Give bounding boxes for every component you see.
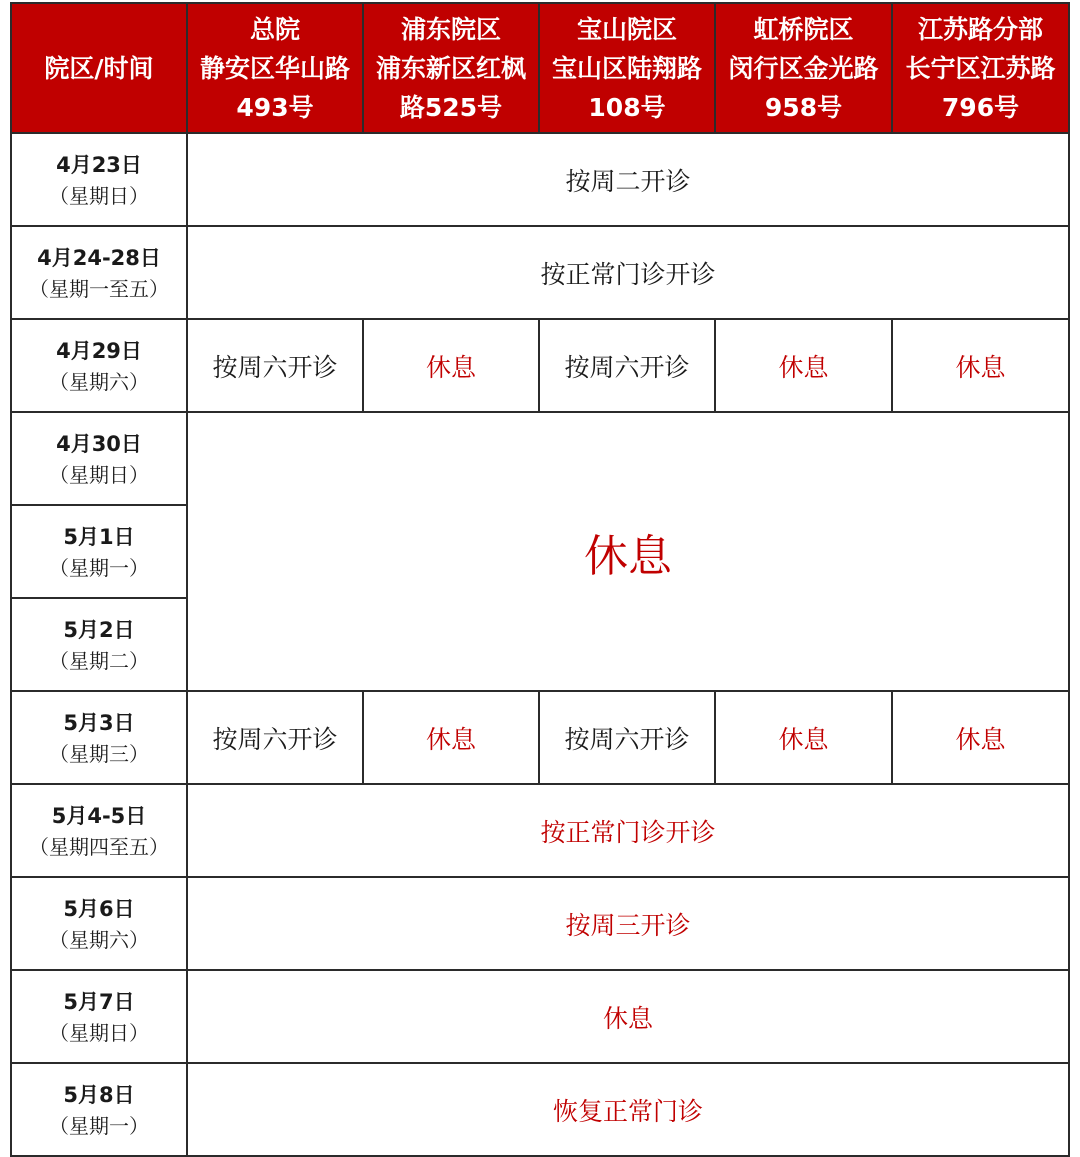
schedule-cell: 恢复正常门诊 <box>187 1063 1069 1156</box>
campus-header-hongqiao <box>715 3 892 133</box>
table-row <box>11 691 1069 784</box>
weekday-label: （星期六） <box>49 369 149 394</box>
weekday-label: （星期一至五） <box>29 276 169 301</box>
campus-name: 浦东院区 <box>400 14 501 44</box>
weekday-label: （星期六） <box>49 927 149 952</box>
schedule-cell: 按周六开诊 <box>187 319 363 412</box>
weekday-label: （星期二） <box>49 648 149 673</box>
campus-address: 108号 <box>588 92 666 122</box>
campus-address: 浦东新区红枫 <box>375 53 526 83</box>
schedule-cell-closed: 休息 <box>715 691 892 784</box>
schedule-cell-closed: 休息 <box>892 319 1069 412</box>
campus-name: 总院 <box>249 14 300 44</box>
schedule-cell: 按周六开诊 <box>187 691 363 784</box>
date-label: 5月6日 <box>63 896 135 921</box>
date-label: 4月24-28日 <box>37 245 161 270</box>
schedule-cell: 按周六开诊 <box>539 691 715 784</box>
date-cell <box>11 412 187 505</box>
date-cell <box>11 133 187 226</box>
campus-header-main <box>187 3 363 133</box>
table-row <box>11 412 1069 505</box>
table-row <box>11 226 1069 319</box>
weekday-label: （星期一） <box>49 555 149 580</box>
date-cell <box>11 598 187 691</box>
corner-header: 院区/时间 <box>11 3 187 133</box>
date-cell <box>11 226 187 319</box>
campus-name: 宝山院区 <box>576 14 677 44</box>
campus-header-jiangsu <box>892 3 1069 133</box>
date-label: 5月3日 <box>63 710 135 735</box>
schedule-cell: 按周六开诊 <box>539 319 715 412</box>
campus-address: 静安区华山路 <box>199 53 350 83</box>
campus-name: 虹桥院区 <box>753 14 854 44</box>
campus-header-pudong <box>363 3 539 133</box>
weekday-label: （星期四至五） <box>29 834 169 859</box>
campus-name: 江苏路分部 <box>917 14 1043 44</box>
date-label: 5月2日 <box>63 617 135 642</box>
date-label: 4月29日 <box>56 338 142 363</box>
date-cell <box>11 691 187 784</box>
date-label: 5月1日 <box>63 524 135 549</box>
table-row <box>11 319 1069 412</box>
date-label: 5月4-5日 <box>51 803 147 828</box>
campus-address: 958号 <box>764 92 843 122</box>
table-row <box>11 970 1069 1063</box>
campus-header-baoshan <box>539 3 715 133</box>
schedule-cell-closed: 休息 <box>715 319 892 412</box>
date-label: 4月30日 <box>56 431 142 456</box>
campus-address: 闵行区金光路 <box>728 53 879 83</box>
table-row <box>11 1063 1069 1156</box>
date-cell <box>11 877 187 970</box>
schedule-cell: 按周二开诊 <box>187 133 1069 226</box>
weekday-label: （星期一） <box>49 1113 149 1138</box>
schedule-cell: 按正常门诊开诊 <box>187 226 1069 319</box>
date-label: 5月7日 <box>63 989 135 1014</box>
campus-address: 493号 <box>236 92 314 122</box>
schedule-cell: 按周三开诊 <box>187 877 1069 970</box>
table-row <box>11 784 1069 877</box>
date-cell <box>11 319 187 412</box>
schedule-cell-closed: 休息 <box>187 970 1069 1063</box>
holiday-schedule-table <box>10 2 1070 1157</box>
table-row <box>11 133 1069 226</box>
header-row <box>11 3 1069 133</box>
date-label: 5月8日 <box>63 1082 135 1107</box>
schedule-cell-closed: 休息 <box>363 319 539 412</box>
campus-address: 路525号 <box>399 92 503 122</box>
campus-address: 宝山区陆翔路 <box>551 53 702 83</box>
date-cell <box>11 784 187 877</box>
campus-address: 796号 <box>941 92 1020 122</box>
campus-address: 长宁区江苏路 <box>905 53 1056 83</box>
date-cell <box>11 505 187 598</box>
weekday-label: （星期日） <box>49 462 149 487</box>
schedule-cell-closed: 休息 <box>892 691 1069 784</box>
date-cell <box>11 1063 187 1156</box>
weekday-label: （星期三） <box>49 741 149 766</box>
weekday-label: （星期日） <box>49 1020 149 1045</box>
schedule-cell-closed: 休息 <box>363 691 539 784</box>
schedule-cell: 按正常门诊开诊 <box>187 784 1069 877</box>
date-label: 4月23日 <box>56 152 142 177</box>
table-row <box>11 877 1069 970</box>
date-cell <box>11 970 187 1063</box>
weekday-label: （星期日） <box>49 183 149 208</box>
schedule-cell-closed: 休息 <box>187 412 1069 691</box>
